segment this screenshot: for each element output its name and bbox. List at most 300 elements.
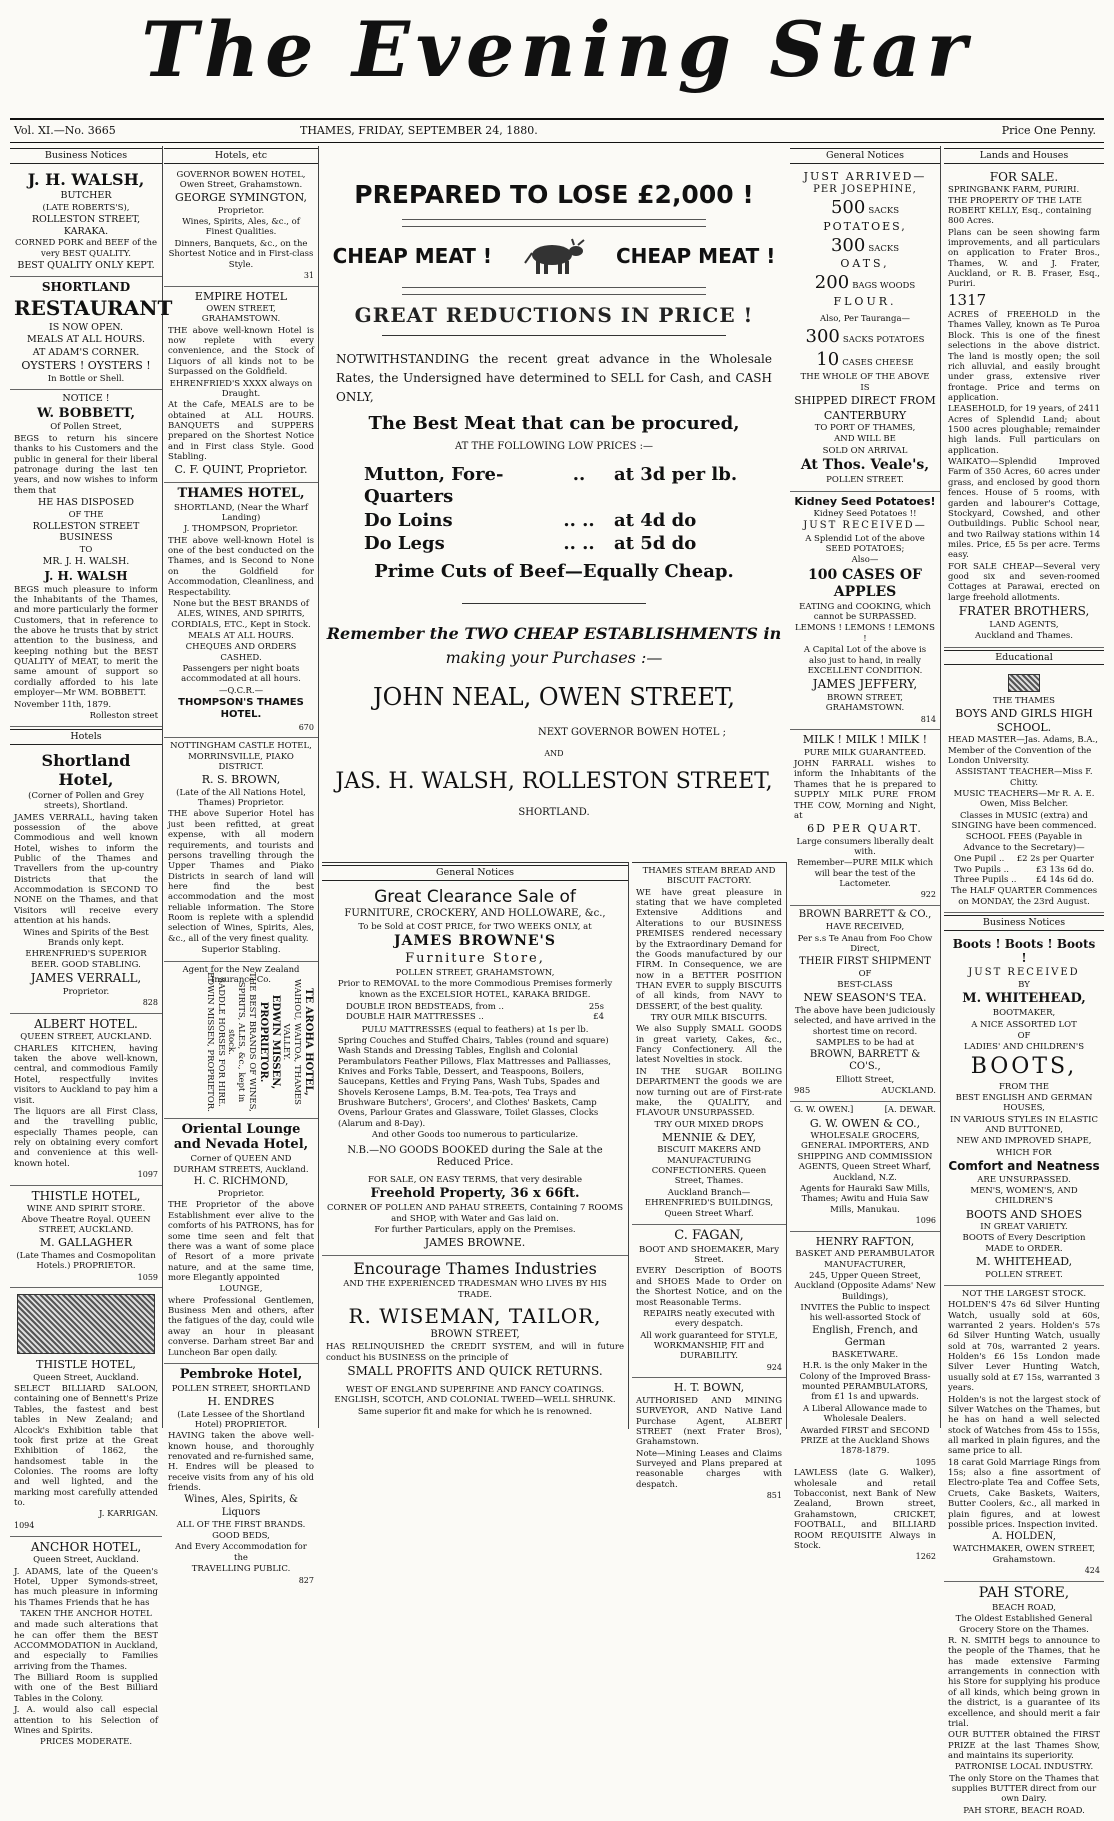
ad-line: NEW AND IMPROVED SHAPE, [956, 1136, 1092, 1147]
ad-line: MUSIC TEACHERS—Mr R. A. E. Owen, Miss Belcher. [953, 789, 1095, 810]
ad-line: WINE AND SPIRIT STORE. Above Theatre Royal. QUEEN STREET, AUCKLAND. [21, 1204, 151, 1236]
ad-line: WHICH FOR [996, 1147, 1052, 1158]
ad-body: We also Supply SMALL GOODS in great variety, Cakes, &c., Fancy Confectionery. All the latest Novelties in stock. [636, 1024, 782, 1066]
price-dots: .. [572, 463, 586, 485]
ad-line: Proprietor. [217, 205, 265, 216]
ad-line: Large consumers liberally dealt with. [796, 836, 934, 858]
ad-bown-surveyor [632, 1378, 786, 1505]
ad-heading: Pembroke Hotel, [179, 1366, 303, 1382]
ad-body: AUTHORISED AND MINING SURVEYOR, AND Native Land Purchase Agent, ALBERT STREET (next Frater Bros), Grahamstown. [636, 1395, 782, 1448]
ad-line: BEST ENGLISH AND GERMAN HOUSES, [955, 1092, 1093, 1114]
ad-heading: Oriental Lounge and Nevada Hotel, [173, 1121, 309, 1153]
ad-line: ARE UNSURPASSED. [977, 1174, 1071, 1185]
billiard-illustration [17, 1294, 155, 1354]
cheap-meat-label: CHEAP MEAT ! [616, 244, 776, 269]
ad-line: FOR SALE, ON EASY TERMS, that very desirable [367, 1174, 583, 1185]
ad-line: GEORGE SYMINGTON, [174, 191, 308, 205]
ad-line: BY [1018, 980, 1030, 991]
ad-line: And other Goods too numerous to particularize. [371, 1130, 579, 1141]
ad-line: BEST QUALITY ONLY KEPT. [17, 259, 155, 271]
ad-body: J. A. would also call especial attention to his Selection of Wines and Spirits. [14, 1705, 158, 1736]
ad-body: LEASEHOLD, for 19 years, of 2411 Acres of Splendid Land; about 1500 acres ploughable; remainder high lands. Full particulars on application. [948, 404, 1100, 456]
ad-heading: JAS. H. WALSH, ROLLESTON STREET, [335, 768, 773, 794]
ad-line: BROWN STREET, [430, 1329, 520, 1341]
ad-body: where Professional Gentlemen, Business Men and others, after the fatigues of the day, could wile away an hour in pleasant converse. Darham street Bar and Luncheon Bar open daily. [168, 1295, 314, 1358]
fee-row [948, 865, 1100, 875]
ad-jeffery-potatoes [790, 492, 940, 731]
ad-line: Per s.s Te Anau from Foo Chow Direct, [797, 933, 933, 955]
ad-line: OF [858, 968, 872, 979]
ad-body: SELECT BILLIARD SALOON, containing one of Bennett's Prize Tables, the fastest and best tables in New Zealand; and Alcock's Exhibition table that took first prize at the Great Exhibition of 1862, the handsomest table in the Colonies. The rooms are lofty and well lighted, and the marking most carefully attended to. [14, 1384, 158, 1509]
ad-line: MEALS AT ALL HOURS. [27, 334, 145, 346]
ad-heading: ANCHOR HOTEL, [30, 1539, 142, 1554]
price-value: at 3d per lb. [614, 463, 738, 485]
ad-line: [A. DEWAR. [884, 1105, 936, 1116]
ad-line: PRICES MODERATE. [39, 1737, 133, 1748]
furniture-price-list [346, 1002, 604, 1023]
unit: SACKS [868, 206, 900, 217]
ad-nottingham-castle-hotel [164, 738, 318, 961]
ad-line: THEIR FIRST SHIPMENT [799, 955, 931, 967]
ad-number: 814 [920, 714, 936, 724]
ad-line: LEMONS ! LEMONS ! LEMONS ! [795, 623, 935, 644]
ad-line: SCHOOL FEES (Payable in Advance to the Secretary)— [963, 832, 1085, 853]
ad-line: Passengers per night boats accommodated at all hours. [181, 664, 301, 685]
ad-line: The HALF QUARTER Commences on MONDAY, the 23rd August. [950, 886, 1098, 907]
ad-rafton-baskets [790, 1232, 940, 1567]
ad-line: SHIPPED DIRECT FROM [794, 394, 936, 408]
ad-body: H.R. is the only Maker in the Colony of the Improved Brass-mounted PERAMBULATORS, from £1 1s and upwards. [799, 1361, 931, 1403]
ad-oriental-lounge [164, 1119, 318, 1364]
quantity: 10 [816, 348, 840, 370]
ad-line: ROLLESTON STREET BUSINESS [32, 520, 140, 544]
column-general-notices-right [790, 146, 941, 1562]
ad-number: 1095 [915, 1457, 936, 1467]
ad-body: At the Cafe, MEALS are to be obtained at ALL HOURS. BANQUETS and SUPPERS prepared on the Shortest Notice and in First class Style. Good Stabling. [168, 400, 314, 463]
ad-number: 985 [794, 1085, 811, 1096]
cheap-meat-label: CHEAP MEAT ! [332, 244, 492, 269]
ad-heading: J. H. WALSH [44, 568, 128, 583]
issue-info-bar [10, 118, 1104, 143]
section-header: Hotels, etc [164, 148, 318, 164]
fee-label: Three Pupils .. [954, 874, 1017, 885]
ad-veale-produce [790, 167, 940, 492]
ad-line: (LATE ROBERTS'S), [42, 202, 130, 213]
ad-line: BOOTMAKER, [992, 1008, 1056, 1019]
ad-heading: FRATER BROTHERS, [958, 604, 1090, 619]
ad-body: Holden's is not the largest stock of Silver Watches on the Thames, but he has on hand a well selected stock of Watches from 45s to 155s, all marked in plain figures, and the same price to all. [948, 1394, 1100, 1457]
ad-line: EATING and COOKING, which cannot be SURPASSED. [799, 601, 931, 623]
price-row [322, 464, 786, 508]
price-row [322, 510, 786, 532]
ad-line: The Oldest Established General Grocery Store on the Thames. [955, 1614, 1093, 1635]
ad-line: PULU MATTRESSES (equal to feathers) at 1s per lb. [361, 1024, 589, 1035]
ad-line: AND THE EXPERIENCED TRADESMAN WHO LIVES BY HIS TRADE. [343, 1279, 607, 1300]
ad-line: AT THE FOLLOWING LOW PRICES :— [454, 441, 653, 453]
ad-james-browne-furniture [322, 884, 628, 1256]
ad-line: Classes in MUSIC (extra) and SINGING have been commenced. [951, 810, 1097, 832]
ad-body: NOTWITHSTANDING the recent great advance in the Wholesale Rates, the Undersigned have determined to SELL for Cash, and CASH ONLY, [336, 351, 772, 405]
reductions-heading: GREAT REDUCTIONS IN PRICE ! [354, 302, 754, 327]
ad-heading: Kidney Seed Potatoes! [794, 494, 936, 508]
ad-walsh-butcher [10, 167, 162, 278]
quantity: 1317 [948, 290, 987, 309]
ad-line: H. ENDRES [207, 1395, 275, 1409]
ad-line: SAMPLES to be had at [815, 1037, 915, 1048]
ad-line: BOOTS of Every Description MADE to ORDER. [962, 1233, 1086, 1254]
ad-anchor-hotel [10, 1537, 162, 1753]
ad-wiseman-tailor [322, 1256, 628, 1422]
ad-line: NEXT GOVERNOR BOWEN HOTEL ; [537, 726, 726, 738]
column-hotels [164, 146, 319, 1585]
ad-line: In Bottle or Shell. [47, 373, 125, 384]
ad-body: JOHN FARRALL wishes to inform the Inhabitants of the Thames that he is prepared to SUPPLY MILK PURE FROM THE COW, Morning and Night, at [794, 759, 936, 821]
ad-line: IS NOW OPEN. [48, 321, 123, 333]
ad-number: 31 [303, 270, 314, 280]
ad-line: Rolleston street [89, 710, 158, 721]
fee-label: One Pupil .. [954, 854, 1005, 865]
ad-line: Queen Street, Auckland. [33, 1555, 139, 1566]
ad-line: (Corner of Pollen and Grey streets), Shortland. [28, 790, 144, 812]
price-list [322, 464, 786, 556]
ad-governor-bowen-hotel [164, 167, 318, 287]
ad-heading: Furniture Store, [405, 950, 545, 966]
ad-line: ROLLESTON STREET, KARAKA. [31, 214, 141, 237]
ad-line: All work guaranteed for STYLE, WORKMANSHIP, FIT and DURABILITY. [640, 1330, 778, 1362]
ad-line: M. WHITEHEAD, [975, 1255, 1073, 1269]
ad-line: EDWIN MISSEN, PROPRIETOR. [205, 971, 216, 1112]
ad-line: TRY OUR MIXED DROPS [654, 1119, 764, 1130]
center-meat-advertisement [322, 146, 786, 856]
ad-albert-hotel [10, 1014, 162, 1186]
price-value: at 4d do [614, 509, 697, 531]
ad-body: THE above Superior Hotel has just been refitted, at great expense, with all modern requirements, and tourists and persons travelling through the Upper Thames and Piako Districts in search of land will here find the best accommodation and the most reliable information. The Store Room is replete with a splendid selection of Wines, Spirits, Ales, &c., all of the very finest quality. [168, 809, 314, 944]
ad-line: THE BEST BRANDS OF WINES, SPIRITS, ALES, &c., kept in stock. [226, 971, 257, 1112]
ad-line: Same superior fit and make for which he is renowned. [357, 1406, 593, 1417]
ad-line: Of Pollen Street, [50, 422, 122, 433]
ad-line: CHEQUES AND ORDERS CASHED. [185, 642, 297, 663]
fee-row [948, 854, 1100, 864]
crest-icon [1008, 674, 1040, 692]
ad-line: THE THAMES [993, 696, 1055, 707]
ad-line: Kidney Seed Potatoes !! [813, 508, 917, 519]
column-business-notices [10, 146, 173, 1748]
quantity: 500 [830, 197, 866, 219]
ad-line: 245, Upper Queen Street, Auckland (Opposite Adams' New Buildings), [794, 1270, 936, 1302]
ad-high-school [944, 668, 1104, 913]
furniture-item [346, 1002, 604, 1012]
ad-line: A Liberal Allowance made to Wholesale Dealers. [802, 1403, 928, 1425]
ad-line: English, French, and German [812, 1324, 918, 1348]
item-price: £4 [593, 1012, 604, 1023]
ad-body: HAVING taken the above well-known house, and thoroughly renovated and re-furnished same, H. Endres will be pleased to receive visits from any of his old friends. [168, 1431, 314, 1494]
item-name: DOUBLE IRON BEDSTEADS, from .. [346, 1001, 504, 1012]
ad-body: HOLDEN'S 47s 6d Silver Hunting Watch, usually sold at 60s, warranted 2 years. Holden's 57s 6d Silver Hunting Watch, usually sold at 70s, warranted 2 years. Holden's £6 15s London made Silver Lever Hunting Watch, usually sold at £7 15s, warranted 3 years. [948, 1300, 1100, 1394]
ad-line: MR. J. H. WALSH. [42, 556, 130, 568]
ad-line: R. S. BROWN, [201, 773, 281, 787]
fee-value: £4 14s 6d do. [1035, 874, 1094, 885]
price-item: Mutton, Fore-Quarters [364, 463, 504, 507]
volume-number: Vol. XI.—No. 3665 [14, 124, 116, 137]
ad-heading: H. T. BOWN, [673, 1381, 745, 1395]
ad-line: BEACH ROAD, [992, 1602, 1056, 1613]
ad-whitehead-boots [944, 934, 1104, 1286]
ad-number: 1262 [915, 1552, 936, 1562]
ad-line: BEST-CLASS [837, 980, 893, 991]
ad-line: CORNED PORK and BEEF of the very BEST QUALITY. [15, 238, 157, 259]
ad-body: LAWLESS (late G. Walker), wholesale and retail Tobacconist, next Bank of New Zealand, Brown street, Grahamstown, CRICKET, FOOTBALL, and BILLIARD ROOM REQUISITE Always in Stock. [794, 1468, 936, 1551]
ad-body: J. ADAMS, late of the Queen's Hotel, Upper Symonds-street, has much pleasure in informing his Thames Friends that he has [14, 1566, 158, 1608]
ad-body: The Billiard Room is supplied with one of the Best Billiard Tables in the Colony. [14, 1673, 158, 1704]
ad-line: Auckland and Thames. [975, 631, 1073, 642]
ad-line: BUTCHER [60, 190, 112, 202]
fee-row [948, 875, 1100, 885]
ad-line: HAVE RECEIVED, [825, 922, 905, 933]
ad-number: 924 [766, 1362, 782, 1372]
price-row [322, 533, 786, 555]
ad-empire-hotel [164, 287, 318, 483]
ad-line: CORNER OF POLLEN AND PAHAU STREETS, Containing 7 ROOMS and SHOP, with Water and Gas laid on. [326, 1203, 624, 1224]
divider [462, 603, 646, 604]
newspaper-title: The Evening Star [141, 5, 973, 94]
ad-pah-store [944, 1582, 1104, 1821]
ad-line: PURE MILK GUARANTEED. [804, 747, 926, 758]
ad-line: Awarded FIRST and SECOND PRIZE at the Auckland Shows 1878-1879. [800, 1425, 930, 1457]
ad-body: OUR BUTTER obtained the FIRST PRIZE at the last Thames Show, and maintains its superiority. [948, 1730, 1100, 1761]
ad-heading: Shortland Hotel, [41, 750, 131, 790]
ad-line: ASSISTANT TEACHER—Miss F. Chitty. [955, 767, 1093, 788]
ad-body: HAS RELINQUISHED the CREDIT SYSTEM, and will in future conduct his BUSINESS on the principle of [326, 1342, 624, 1363]
ad-headline: Great Clearance Sale of [374, 886, 576, 907]
ad-line: SADDLE HORSES FOR HIRE. [215, 976, 226, 1107]
ad-heading: BROWN BARRETT & CO., [798, 909, 932, 921]
ad-body: BEGS much pleasure to inform the Inhabitants of the Thames, and more particularly the former Customers, that in reference to the above he trusts that by strict attention to the business, and keeping nothing but the BEST QUALITY of MEAT, to merit the same amount of support so cordially afforded to his late employer—Mr WM. BOBBETT. [14, 584, 158, 699]
item-name: DOUBLE HAIR MATTRESSES .. [346, 1012, 484, 1023]
ad-line: JAMES VERRALL, [30, 971, 142, 985]
fee-value: £3 13s 6d do. [1035, 864, 1094, 875]
issue-price: Price One Penny. [1001, 124, 1096, 137]
ad-line: Proprietor. [62, 986, 110, 997]
ad-heading: NOTTINGHAM CASTLE HOTEL, MORRINSVILLE, PIAKO DISTRICT. [170, 741, 312, 772]
section-header: Business Notices [10, 148, 162, 164]
ad-line: NEW SEASON'S TEA. [803, 991, 927, 1005]
ad-line: SOLD ON ARRIVAL [822, 445, 908, 456]
ad-heading: NOT THE LARGEST STOCK. [961, 1288, 1087, 1299]
unit: SACKS POTATOES [842, 334, 925, 345]
ad-heading: J. H. WALSH, [27, 169, 145, 189]
ad-heading: M. WHITEHEAD, [962, 991, 1086, 1007]
ad-line: NOTICE ! [62, 393, 110, 404]
ad-line: THE WHOLE OF THE ABOVE [800, 371, 930, 382]
ad-line: SPRINGBANK FARM, PURIRI. THE PROPERTY OF THE LATE ROBERT KELLY, Esq., containing 800 Acres. [948, 185, 1092, 227]
masthead [0, 0, 1114, 110]
ad-line: INVITES the Public to inspect his well-assorted Stock of [800, 1302, 930, 1324]
ad-line: IN VARIOUS STYLES IN ELASTIC AND BUTTONED, [950, 1114, 1098, 1135]
ad-heading: JAMES JEFFERY, [812, 677, 918, 692]
ad-heading: Comfort and Neatness [948, 1159, 1100, 1174]
ad-line: M. GALLAGHER [39, 1236, 133, 1250]
ad-heading: THAMES STEAM BREAD AND BISCUIT FACTORY. [642, 866, 776, 887]
ad-heading: Boots ! Boots ! Boots ! [952, 936, 1096, 966]
ad-heading: THAMES HOTEL, [177, 485, 305, 501]
ad-line: November 11th, 1879. [14, 699, 112, 710]
divider [382, 335, 726, 336]
ad-heading: At Thos. Veale's, [800, 457, 930, 474]
ad-headline: Encourage Thames Industries [353, 1258, 597, 1278]
ad-line: J. KARRIGAN. [99, 1509, 158, 1520]
ad-line: J. THOMPSON, Proprietor. [183, 524, 299, 535]
ad-line: PER JOSEPHINE, [813, 183, 917, 195]
ad-body: The liquors are all First Class, and the travelling public, especially Thames people, can rely on obtaining every comfort and convenience at this well-known hotel. [14, 1106, 158, 1169]
ad-thistle-hotel [10, 1186, 162, 1289]
ad-line: Remember—PURE MILK which will bear the test of the Lactometer. [796, 858, 934, 890]
ad-line: PAH STORE, BEACH ROAD. [963, 1805, 1085, 1816]
ad-line: 6D PER QUART. [807, 822, 923, 836]
ad-line: Prior to REMOVAL to the more Commodious Premises formerly known as the EXCELSIOR HOTEL, KARAKA BRIDGE. [337, 979, 613, 1000]
column-general-notices-1 [322, 862, 629, 1429]
ad-heading: W. BOBBETT, [36, 405, 136, 421]
ad-heading: BOYS AND GIRLS HIGH SCHOOL. [955, 707, 1093, 734]
ad-body: IN THE SUGAR BOILING DEPARTMENT the goods we are now turning out are of First-rate make, the QUALITY, and FLAVOUR UNSURPASSED. [636, 1066, 782, 1119]
ad-line: Also— [851, 555, 879, 566]
ad-line: Also, Per Tauranga— [819, 314, 911, 325]
ad-line: BISCUIT MAKERS AND MANUFACTURING CONFECTIONERS. Queen Street, Thames. [651, 1145, 767, 1187]
price-dots: .. .. [563, 509, 595, 531]
ad-line: (Late Thames and Cosmopolitan Hotels.) PROPRIETOR. [16, 1250, 156, 1272]
ad-line: —Q.C.R.— [218, 685, 264, 696]
ad-heading: GOVERNOR BOWEN HOTEL, Owen Street, Grahamstown. [176, 169, 306, 190]
unit: BAGS WOODS [852, 280, 916, 291]
column-general-notices-2 [632, 862, 787, 1501]
ad-line: POLLEN STREET. [826, 475, 904, 486]
ad-line: Auckland Branch— EHRENFRIED'S BUILDINGS, Queen Street Wharf. [644, 1187, 774, 1219]
ad-number: 827 [298, 1575, 314, 1585]
ad-heading: THISTLE HOTEL, [36, 1358, 136, 1372]
ad-body: 18 carat Gold Marriage Rings from 15s; also a fine assortment of Electro-plate Tea and Coffee Sets, Cruets, Cake Baskets, Waiters, Butter Coolers, &c., all marked in plain figures, and at lowest possible prices. Inspection invited. [948, 1457, 1100, 1530]
ad-line: making your Purchases :— [445, 647, 663, 667]
column-lands-and-houses [944, 146, 1104, 1816]
ad-line: FURNITURE, CROCKERY, AND HOLLOWARE, &c., [344, 908, 606, 920]
ad-line: Wines, Spirits, Ales, &c., of Finest Qualities. [182, 217, 300, 238]
ad-body: ACRES of FREEHOLD in the Thames Valley, known as Te Puroa Block. This is one of the finest selections in the above district. The land is mostly open; the soil rich alluvial, and easily brought under grass, extensive river frontage. Price and terms on application. [948, 310, 1100, 403]
ad-body: EVERY Description of BOOTS and SHOES Made to Order on the Shortest Notice, and on the most Reasonable Terms. [636, 1266, 782, 1308]
fee-label: Two Pupils .. [954, 864, 1010, 875]
ad-line: CANTERBURY [823, 408, 907, 422]
ad-shortland-hotel [10, 748, 162, 1014]
ad-line: (Late Lessee of the Shortland Hotel) PROPRIETOR. [177, 1409, 305, 1430]
ad-body: R. N. SMITH begs to announce to the people of the Thames, that he has made extensive Farming arrangements in connection with his Store for supplying his produce of all kinds, which being grown in the district, is a guarantee of its excellence, and should merit a fair trial. [948, 1636, 1100, 1729]
ad-line: C. F. QUINT, Proprietor. [174, 463, 308, 477]
ad-body: FOR SALE CHEAP—Several very good six and seven-roomed Cottages at Parawai, erected on large freehold allotments. [948, 561, 1100, 603]
ad-line: OF [1017, 1030, 1031, 1041]
ad-body: BEGS to return his sincere thanks to his Customers and the public in general for their liberal patronage during the last ten years, and now wishes to inform them that [14, 433, 158, 496]
ad-line: Corner of QUEEN AND DURHAM STREETS, Auckland. [173, 1154, 309, 1175]
quantity: 300 [805, 325, 840, 347]
unit: CASES CHEESE [842, 357, 914, 368]
ad-farrall-milk [790, 730, 940, 906]
quantity: 200 [814, 271, 850, 293]
ad-line: JUST RECEIVED— [803, 520, 927, 532]
ad-line: TO PORT OF THAMES, [814, 423, 916, 434]
ad-body: WE have great pleasure in stating that we have completed Extensive Additions and Alterations to our BUSINESS PREMISES rendered necessary by the Extraordinary Demand for the Goods manufactured by our FIRM. In Consequence, we are now in a BETTER POSITION THAN EVER to supply BISCUITS of all kinds, from NAVY to DESSERT, of the best quality. [636, 887, 782, 1012]
ad-heading: G. W. OWEN & CO., [809, 1116, 921, 1130]
section-header: Lands and Houses [944, 148, 1104, 164]
ad-body: WAIKATO—Splendid Improved Farm of 350 Acres, 60 acres under grass, and enclosed by good thorn fences. House of 5 rooms, with garden and labourer's Cottage, Stockyard, Cowshed, and other Outbuildings. Public School near, and two Railway stations within 14 miles. Price, £5 5s per acre. Terms easy. [948, 457, 1100, 561]
ad-heading: PAH STORE, [978, 1584, 1070, 1601]
ad-number: 1096 [915, 1215, 936, 1225]
ad-heading: JOHN NEAL, OWEN STREET, [372, 683, 736, 712]
ad-line: TO [79, 545, 93, 556]
ad-line: REPAIRS neatly executed with every despatch. [643, 1308, 775, 1330]
section-header: General Notices [322, 865, 628, 881]
section-header: Educational [944, 650, 1104, 666]
ad-bobbett-notice [10, 390, 162, 727]
section-header: General Notices [790, 148, 940, 164]
ad-te-aroha-hotel [164, 962, 318, 1119]
ad-line: Remember the TWO CHEAP ESTABLISHMENTS in [326, 624, 782, 644]
ad-body: THE Proprietor of the above Establishment ever alive to the comforts of his PATRONS, has for some time seen and felt that there was a want of some place of Resort of a more private nature, and at the same time, more Elegantly appointed [168, 1200, 314, 1283]
section-header: Hotels [10, 729, 162, 745]
ad-line: A. HOLDEN, [992, 1531, 1056, 1543]
ad-line: BROWN STREET, GRAHAMSTOWN. [825, 692, 905, 714]
ad-line: The only Store on the Thames that supplies BUTTER direct from our own Dairy. [949, 1773, 1099, 1805]
ad-line: POLLEN STREET, GRAHAMSTOWN, [395, 967, 555, 978]
ad-line: BOOT AND SHOEMAKER, Mary Street. [638, 1244, 780, 1266]
ad-line: Proprietor. [217, 1189, 265, 1200]
ad-line: To be Sold at COST PRICE, for TWO WEEKS ONLY, at [358, 921, 592, 932]
ad-line: (Late of the All Nations Hotel, Thames) Proprietor. [176, 787, 306, 809]
ad-number: 1059 [137, 1272, 158, 1282]
ad-line: N.B.—NO GOODS BOOKED during the Sale at the Reduced Price. [347, 1144, 603, 1168]
ad-line: And Every Accommodation for the [175, 1542, 307, 1563]
ad-line: OF THE [68, 509, 104, 520]
ad-line: TAKEN THE ANCHOR HOTEL [20, 1608, 152, 1619]
ad-body: WHOLESALE GROCERS, GENERAL IMPORTERS, AND SHIPPING AND COMMISSION AGENTS, Queen Street Wharf, Auckland, N.Z. [797, 1131, 933, 1183]
ad-line: A Splendid Lot of the above SEED POTATOES; [805, 533, 925, 554]
ad-body: Note—Mining Leases and Claims Surveyed and Plans prepared at reasonable charges with despatch. [636, 1448, 782, 1490]
ad-body: Plans can be seen showing farm improvements, and all particulars on application to Frater Bros., Thames, W. and J. Frater, Auckland, or R. B. Fraser, Esq., Puriri. [948, 227, 1100, 290]
ad-number: 670 [298, 722, 314, 732]
ox-illustration-icon [522, 237, 586, 277]
ad-line: FLOUR. [833, 294, 897, 308]
ad-line: TRAVELLING PUBLIC. [191, 1564, 291, 1575]
ad-mennie-dey-biscuits [632, 863, 786, 1225]
ad-line: EDWIN MISSEN, PROPRIETOR. [257, 994, 282, 1089]
ad-line: OATS, [840, 257, 890, 271]
ad-line: Wines and Spirits of the Best Brands only kept. [23, 927, 149, 948]
ad-line: PATRONISE LOCAL INDUSTRY. [954, 1762, 1094, 1773]
ad-line: LAND AGENTS, [989, 619, 1059, 630]
ad-line: POLLEN STREET. [985, 1269, 1063, 1280]
ad-line: SHORTLAND [41, 280, 131, 295]
ad-heading: Freehold Property, 36 x 66ft. [370, 1186, 580, 1202]
quantity: 300 [830, 234, 866, 256]
ad-body: The above have been judiciously selected, and have arrived in the shortest time on record. [794, 1005, 936, 1037]
ad-line: AND [544, 748, 564, 758]
ad-number: 424 [1084, 1566, 1100, 1576]
ornamental-rule [402, 219, 706, 227]
ad-body: and made such alterations that he can offer them the BEST ACCOMMODATION in Auckland, and especially to Families arriving from the Thames. [14, 1620, 158, 1672]
ad-line: JAMES BROWNE. [424, 1236, 526, 1250]
unit: SACKS [868, 243, 900, 254]
ad-line: WEST OF ENGLAND SUPERFINE AND FANCY COATINGS. ENGLISH, SCOTCH, AND COLONIAL TWEED—WELL SHRUNK. [334, 1384, 616, 1406]
ad-number: 1097 [137, 1170, 158, 1180]
rotated-ad-text [184, 972, 314, 1112]
ad-headline: PREPARED TO LOSE £2,000 ! [354, 180, 754, 209]
ad-heading: MILK ! MILK ! MILK ! [802, 733, 928, 747]
ad-line: SMALL PROFITS AND QUICK RETURNS. [347, 1364, 603, 1379]
ad-thistle-billiards [10, 1288, 162, 1536]
